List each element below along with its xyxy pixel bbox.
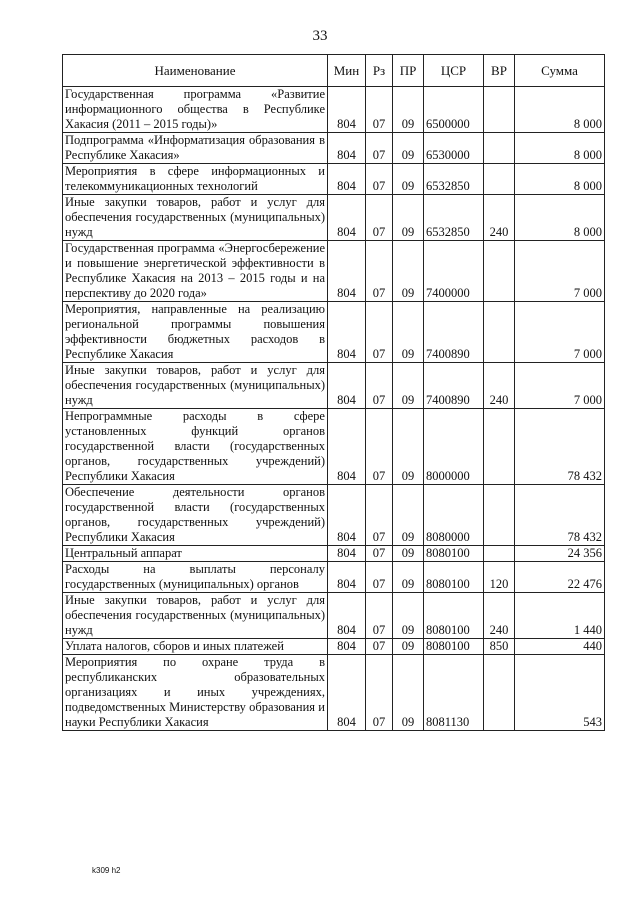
- cell-vr: [484, 546, 515, 562]
- cell-pr: 09: [393, 133, 424, 164]
- budget-table: [62, 54, 605, 731]
- cell-sum: 24 356: [515, 546, 605, 562]
- header-min: Мин: [328, 55, 366, 87]
- cell-sum: 7 000: [515, 363, 605, 409]
- cell-vr: [484, 133, 515, 164]
- cell-csr: 8080100: [424, 639, 484, 655]
- cell-pr: 09: [393, 546, 424, 562]
- cell-rz: 07: [366, 302, 393, 363]
- cell-rz: 07: [366, 639, 393, 655]
- cell-csr: 7400000: [424, 241, 484, 302]
- cell-rz: 07: [366, 363, 393, 409]
- cell-name: Подпрограмма «Информатизация образования в Республике Хакасия»: [63, 133, 328, 164]
- cell-rz: 07: [366, 133, 393, 164]
- cell-vr: [484, 655, 515, 731]
- table-row: [63, 409, 605, 485]
- table-row: [63, 302, 605, 363]
- cell-vr: [484, 87, 515, 133]
- cell-rz: 07: [366, 655, 393, 731]
- cell-vr: [484, 485, 515, 546]
- cell-csr: 8080100: [424, 546, 484, 562]
- cell-sum: 22 476: [515, 562, 605, 593]
- cell-rz: 07: [366, 562, 393, 593]
- cell-vr: 120: [484, 562, 515, 593]
- table-row: [63, 133, 605, 164]
- cell-name: Обеспечение деятельности органов государственной власти (государственных органов, государственных учреждений) Республики Хакасия: [63, 485, 328, 546]
- cell-sum: 8 000: [515, 195, 605, 241]
- cell-name: Центральный аппарат: [63, 546, 328, 562]
- page-number: 33: [312, 28, 328, 44]
- cell-min: 804: [328, 241, 366, 302]
- cell-min: 804: [328, 87, 366, 133]
- cell-vr: [484, 302, 515, 363]
- cell-name: Государственная программа «Энергосбережение и повышение энергетической эффективности в Республике Хакасия на 2013 – 2015 годы и на перспективу до 2020 года»: [63, 241, 328, 302]
- cell-sum: 78 432: [515, 485, 605, 546]
- cell-sum: 7 000: [515, 302, 605, 363]
- cell-name: Иные закупки товаров, работ и услуг для обеспечения государственных (муниципальных) нужд: [63, 593, 328, 639]
- cell-rz: 07: [366, 546, 393, 562]
- cell-vr: [484, 241, 515, 302]
- cell-csr: 8081130: [424, 655, 484, 731]
- cell-rz: 07: [366, 485, 393, 546]
- cell-name: Мероприятия, направленные на реализацию региональной программы повышения эффективности бюджетных расходов в Республике Хакасия: [63, 302, 328, 363]
- cell-sum: 543: [515, 655, 605, 731]
- cell-min: 804: [328, 485, 366, 546]
- cell-name: Иные закупки товаров, работ и услуг для обеспечения государственных (муниципальных) нужд: [63, 195, 328, 241]
- cell-vr: [484, 164, 515, 195]
- cell-csr: 8000000: [424, 409, 484, 485]
- cell-sum: 8 000: [515, 133, 605, 164]
- cell-vr: [484, 409, 515, 485]
- table-row: [63, 164, 605, 195]
- cell-csr: 8080000: [424, 485, 484, 546]
- table-body: [63, 87, 605, 731]
- header-name: Наименование: [63, 55, 328, 87]
- cell-min: 804: [328, 302, 366, 363]
- table-row: [63, 593, 605, 639]
- cell-name: Государственная программа «Развитие информационного общества в Республике Хакасия (2011 – 2015 годы)»: [63, 87, 328, 133]
- cell-pr: 09: [393, 241, 424, 302]
- cell-pr: 09: [393, 655, 424, 731]
- cell-min: 804: [328, 133, 366, 164]
- cell-pr: 09: [393, 164, 424, 195]
- header-pr: ПР: [393, 55, 424, 87]
- cell-name: Непрограммные расходы в сфере установленных функций органов государственной власти (государственных органов, государственных учреждений) Республики Хакасия: [63, 409, 328, 485]
- cell-min: 804: [328, 546, 366, 562]
- cell-pr: 09: [393, 87, 424, 133]
- table-row: [63, 241, 605, 302]
- table-row: [63, 363, 605, 409]
- table-row: [63, 87, 605, 133]
- cell-csr: 6500000: [424, 87, 484, 133]
- cell-min: 804: [328, 562, 366, 593]
- cell-rz: 07: [366, 164, 393, 195]
- cell-csr: 6532850: [424, 195, 484, 241]
- cell-pr: 09: [393, 409, 424, 485]
- cell-rz: 07: [366, 195, 393, 241]
- cell-pr: 09: [393, 639, 424, 655]
- header-sum: Сумма: [515, 55, 605, 87]
- cell-min: 804: [328, 195, 366, 241]
- cell-name: Мероприятия в сфере информационных и телекоммуникационных технологий: [63, 164, 328, 195]
- cell-sum: 8 000: [515, 87, 605, 133]
- cell-csr: 7400890: [424, 363, 484, 409]
- cell-rz: 07: [366, 241, 393, 302]
- header-csr: ЦСР: [424, 55, 484, 87]
- cell-name: Иные закупки товаров, работ и услуг для обеспечения государственных (муниципальных) нужд: [63, 363, 328, 409]
- cell-min: 804: [328, 639, 366, 655]
- footer-code: k309 h2: [92, 866, 121, 875]
- cell-csr: 8080100: [424, 593, 484, 639]
- table-row: [63, 546, 605, 562]
- table-row: [63, 195, 605, 241]
- cell-rz: 07: [366, 87, 393, 133]
- header-vr: ВР: [484, 55, 515, 87]
- cell-csr: 7400890: [424, 302, 484, 363]
- cell-vr: 240: [484, 363, 515, 409]
- cell-sum: 440: [515, 639, 605, 655]
- cell-min: 804: [328, 409, 366, 485]
- cell-vr: 240: [484, 195, 515, 241]
- cell-vr: 850: [484, 639, 515, 655]
- cell-pr: 09: [393, 562, 424, 593]
- table-header-row: [63, 55, 605, 87]
- cell-name: Расходы на выплаты персоналу государственных (муниципальных) органов: [63, 562, 328, 593]
- cell-sum: 78 432: [515, 409, 605, 485]
- cell-rz: 07: [366, 409, 393, 485]
- cell-sum: 8 000: [515, 164, 605, 195]
- cell-min: 804: [328, 363, 366, 409]
- cell-sum: 1 440: [515, 593, 605, 639]
- cell-rz: 07: [366, 593, 393, 639]
- cell-csr: 8080100: [424, 562, 484, 593]
- cell-pr: 09: [393, 485, 424, 546]
- cell-vr: 240: [484, 593, 515, 639]
- cell-min: 804: [328, 164, 366, 195]
- cell-sum: 7 000: [515, 241, 605, 302]
- cell-pr: 09: [393, 593, 424, 639]
- cell-csr: 6530000: [424, 133, 484, 164]
- cell-pr: 09: [393, 195, 424, 241]
- cell-pr: 09: [393, 363, 424, 409]
- table-row: [63, 655, 605, 731]
- cell-name: Мероприятия по охране труда в республиканских образовательных организациях и иных учреждениях, подведомственных Министерству образования и науки Республики Хакасия: [63, 655, 328, 731]
- table-row: [63, 562, 605, 593]
- header-rz: Рз: [366, 55, 393, 87]
- cell-csr: 6532850: [424, 164, 484, 195]
- cell-min: 804: [328, 655, 366, 731]
- cell-name: Уплата налогов, сборов и иных платежей: [63, 639, 328, 655]
- table-row: [63, 639, 605, 655]
- table-row: [63, 485, 605, 546]
- cell-min: 804: [328, 593, 366, 639]
- cell-pr: 09: [393, 302, 424, 363]
